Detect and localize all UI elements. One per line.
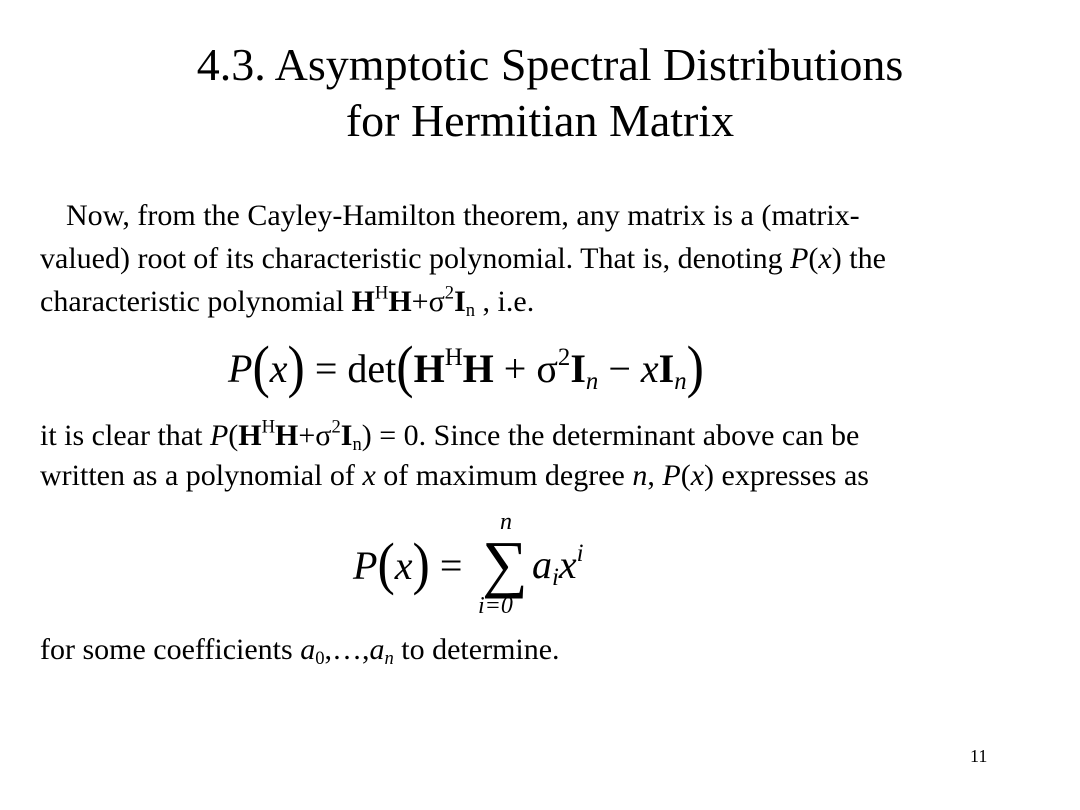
sum-term: $a_ix^i$: [532, 540, 584, 591]
summation-symbol: ∑: [482, 528, 528, 599]
page-number: 11: [970, 746, 988, 766]
paragraph-1-line-2: valued) root of its characteristic polynomial. That is, denoting P(x) the: [40, 242, 886, 275]
paragraph-1-line-3: characteristic polynomial $H^HH+\sigma^2I_n$ , i.e.: [40, 282, 535, 322]
sum-lower-limit: i=0: [478, 593, 513, 619]
paragraph-3: for some coefficients $a_0,\dots,a_n$ to determine.: [40, 633, 560, 670]
slide-title-line-2: for Hermitian Matrix: [345, 95, 735, 146]
sum-equation-lhs: P(x) =: [353, 532, 463, 597]
paragraph-2-line-1: it is clear that $P(H^HH+\sigma^2I_n) = 0$. Since the determinant above can be: [40, 416, 860, 456]
paragraph-1-line-1: Now, from the Cayley-Hamilton theorem, any matrix is a (matrix-: [66, 199, 860, 232]
paragraph-2-line-2: written as a polynomial of x of maximum degree n, P(x) expresses as: [40, 459, 869, 492]
slide-title-line-1: 4.3. Asymptotic Spectral Distributions: [196, 39, 904, 90]
sum-upper-limit: n: [500, 509, 512, 535]
determinant-equation: $P(x) = \det(H^HH + \sigma^2I_n - xI_n)$: [228, 335, 704, 400]
